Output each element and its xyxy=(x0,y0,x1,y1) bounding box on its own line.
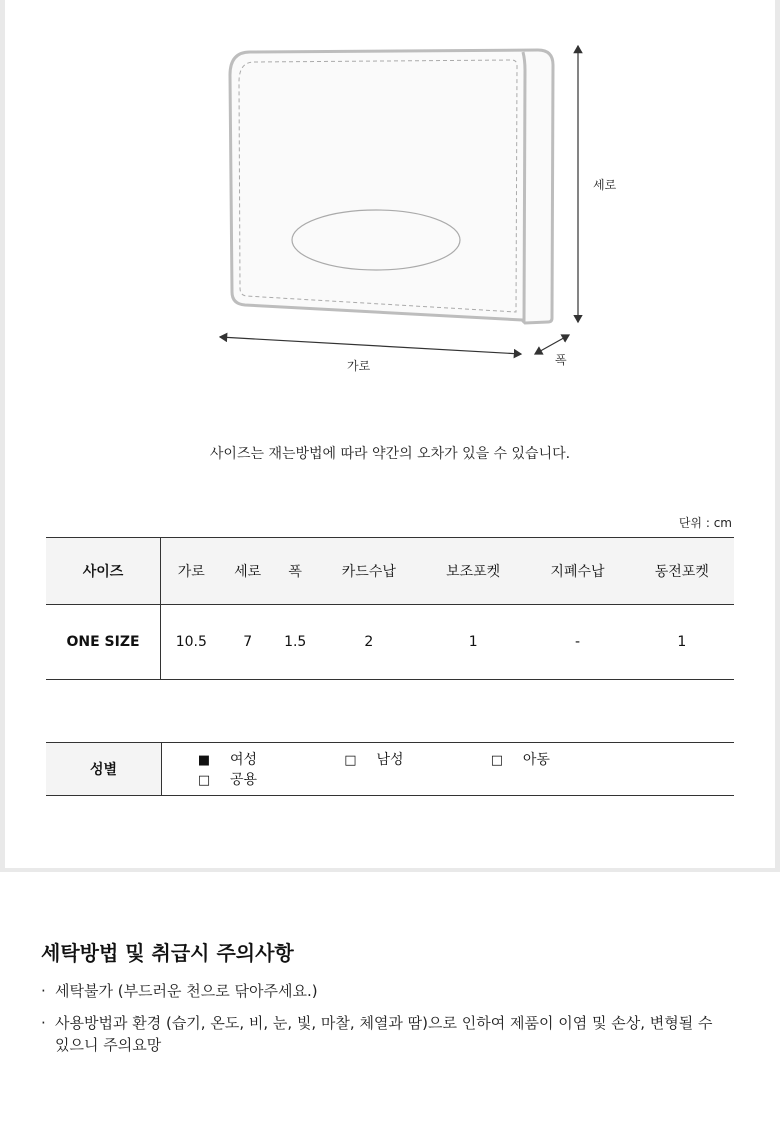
gender-row xyxy=(46,743,734,796)
care-list xyxy=(41,980,731,1066)
width-arrow xyxy=(220,337,521,354)
column-header: 동전포켓 xyxy=(630,538,734,605)
column-header: 지폐수납 xyxy=(525,538,629,605)
unit-label: 단위 : cm xyxy=(678,516,732,530)
gender-option-unisex: □ 공용 xyxy=(188,769,330,789)
column-header: 폭 xyxy=(274,538,317,605)
size-table xyxy=(46,537,734,680)
column-header: 가로 xyxy=(161,538,222,605)
measurement-note: 사이즈는 재는방법에 따라 약간의 오차가 있을 수 있습니다. xyxy=(209,446,571,462)
table-row xyxy=(46,605,734,680)
checkbox-empty-icon: □ xyxy=(344,753,357,768)
size-table-header-row xyxy=(46,538,734,605)
table-cell: 1 xyxy=(630,605,734,680)
wallet-outline xyxy=(230,50,553,323)
height-label: 세로 xyxy=(593,178,617,192)
care-title: 세탁방법 및 취급시 주의사항 xyxy=(41,941,294,965)
table-cell: 10.5 xyxy=(161,605,222,680)
table-cell: 7 xyxy=(222,605,274,680)
table-cell: - xyxy=(525,605,629,680)
column-header: 보조포켓 xyxy=(421,538,525,605)
checkbox-empty-icon: □ xyxy=(490,753,504,768)
checkbox-empty-icon: □ xyxy=(197,773,211,788)
gender-option-female: ■ 여성 xyxy=(188,749,330,769)
gender-options xyxy=(162,743,735,796)
table-cell: 1 xyxy=(421,605,525,680)
list-item: · 세탁불가 (부드러운 천으로 닦아주세요.) xyxy=(41,982,318,1000)
depth-arrow xyxy=(535,335,569,354)
list-item: · 사용방법과 환경 (습기, 온도, 비, 눈, 빛, 마찰, 체열과 땀)으로 인하여 제품이 이염 및 손상, 변형될 수 있으니 주의요망 xyxy=(41,1014,713,1054)
column-header: 세로 xyxy=(222,538,274,605)
size-row-header: 사이즈 xyxy=(46,538,161,605)
wallet-dimension-diagram xyxy=(0,0,780,400)
gender-option-kids: □ 아동 xyxy=(481,749,623,769)
checkbox-checked-icon: ■ xyxy=(197,753,211,768)
bullet: · xyxy=(41,1014,46,1032)
table-cell: 2 xyxy=(317,605,421,680)
gender-table xyxy=(46,742,734,796)
width-label: 가로 xyxy=(347,359,371,373)
gender-label: 성별 xyxy=(46,743,162,796)
size-name: ONE SIZE xyxy=(46,605,161,680)
table-cell: 1.5 xyxy=(274,605,317,680)
gender-option-male: □ 남성 xyxy=(334,749,476,769)
bullet: · xyxy=(41,982,46,1000)
depth-label: 폭 xyxy=(555,353,567,367)
column-header: 카드수납 xyxy=(317,538,421,605)
